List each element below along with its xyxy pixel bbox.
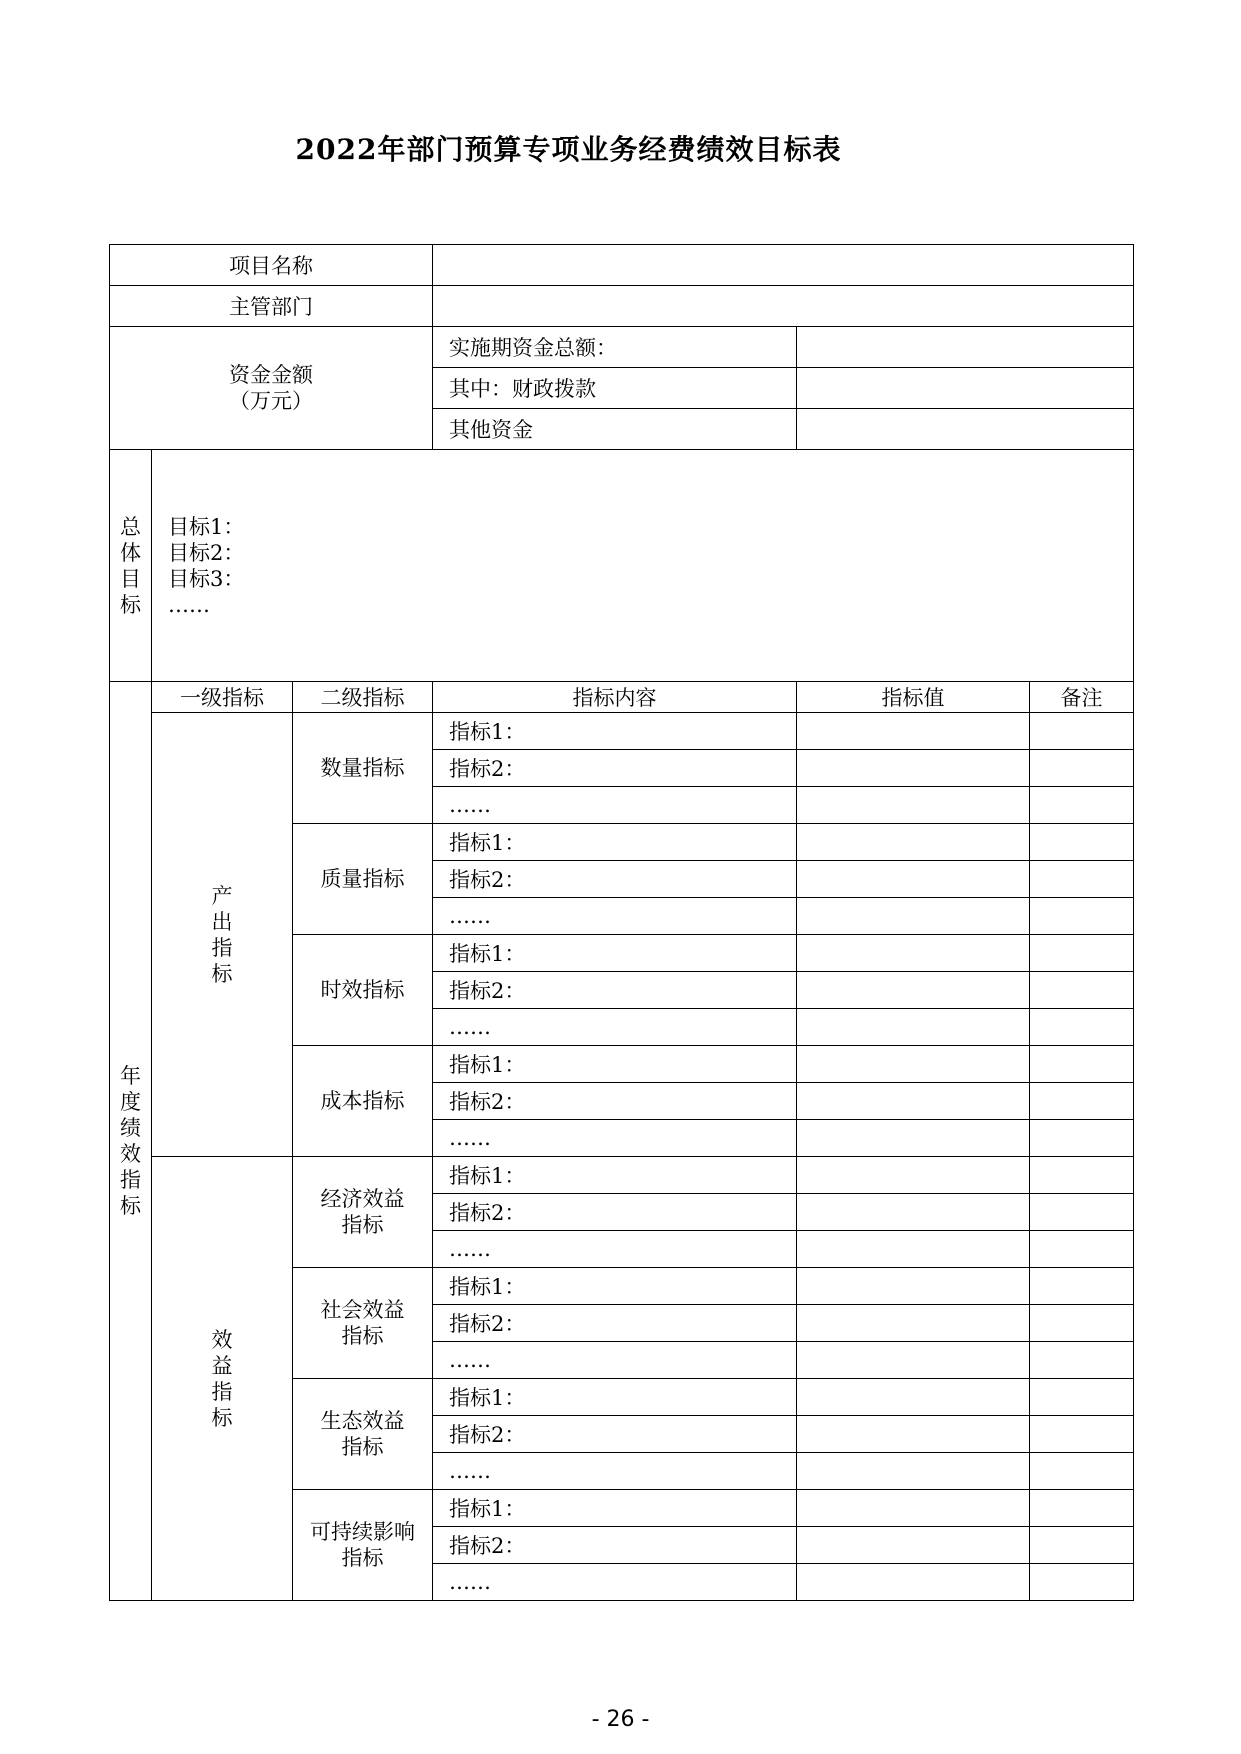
indicator-content[interactable]: 指标2：: [433, 750, 797, 787]
indicator-value[interactable]: [797, 1194, 1030, 1231]
overall-goal-label-char: 总: [120, 514, 141, 539]
label-overall-goal: [110, 450, 152, 682]
funds-total-value[interactable]: [797, 327, 1134, 368]
indicator-content[interactable]: 指标2：: [433, 1194, 797, 1231]
level2-indicator-name-line: 社会效益: [320, 1298, 405, 1322]
indicator-remark[interactable]: [1030, 1564, 1134, 1601]
indicator-value[interactable]: [797, 1157, 1030, 1194]
benefit-indicators-label-char: 指: [211, 1379, 233, 1404]
overall-goal-label-char: 标: [120, 592, 141, 617]
indicator-value[interactable]: [797, 1490, 1030, 1527]
indicator-remark[interactable]: [1030, 824, 1134, 861]
indicator-content[interactable]: 指标1：: [433, 1379, 797, 1416]
indicator-remark[interactable]: [1030, 713, 1134, 750]
indicator-remark[interactable]: [1030, 1453, 1134, 1490]
indicator-remark[interactable]: [1030, 972, 1134, 1009]
indicator-value[interactable]: [797, 1527, 1030, 1564]
indicator-value[interactable]: [797, 1416, 1030, 1453]
indicator-value[interactable]: [797, 750, 1030, 787]
row-project-name: [110, 245, 1134, 286]
indicator-content[interactable]: 指标2：: [433, 1527, 797, 1564]
indicator-remark[interactable]: [1030, 1527, 1134, 1564]
label-funds-total: 实施期资金总额：: [433, 327, 797, 368]
annual-indicators-label-char: 绩: [120, 1116, 141, 1140]
indicator-value[interactable]: [797, 1083, 1030, 1120]
indicator-value[interactable]: [797, 1120, 1030, 1157]
overall-goal-label-char: 体: [120, 540, 141, 565]
col-header-content: 指标内容: [433, 682, 797, 713]
indicator-content[interactable]: 指标1：: [433, 1268, 797, 1305]
indicator-content[interactable]: 指标2：: [433, 1083, 797, 1120]
performance-target-table: [109, 244, 1134, 1601]
level2-indicator-name: [293, 1490, 433, 1601]
level2-indicator-name: [293, 1268, 433, 1379]
annual-indicators-label-char: 标: [120, 1194, 141, 1218]
indicator-remark[interactable]: [1030, 1231, 1134, 1268]
indicator-remark[interactable]: [1030, 1157, 1134, 1194]
indicator-value[interactable]: [797, 1009, 1030, 1046]
label-project-name: 项目名称: [110, 245, 433, 286]
indicator-remark[interactable]: [1030, 1268, 1134, 1305]
page-title: 2022年部门预算专项业务经费绩效目标表: [295, 133, 842, 166]
table-row: [110, 1157, 1134, 1194]
col-header-value: 指标值: [797, 682, 1030, 713]
indicator-remark[interactable]: [1030, 1083, 1134, 1120]
indicator-content[interactable]: 指标1：: [433, 1046, 797, 1083]
indicator-remark[interactable]: [1030, 861, 1134, 898]
overall-goal-label-char: 目: [120, 566, 141, 591]
col-header-remark: 备注: [1030, 682, 1134, 713]
benefit-indicators-label-char: 益: [211, 1353, 233, 1378]
output-indicators-label-char: 出: [211, 909, 233, 934]
level2-indicator-name: 质量指标: [293, 824, 433, 935]
indicator-content[interactable]: ……: [433, 1342, 797, 1379]
benefit-indicators-label: [152, 1157, 293, 1601]
row-column-headers: [110, 682, 1134, 713]
level2-indicator-name-line: 生态效益: [320, 1409, 405, 1433]
indicator-content[interactable]: 指标2：: [433, 1305, 797, 1342]
funds-label: 资金金额: [229, 363, 313, 387]
label-funds-other: 其他资金: [433, 409, 797, 450]
table-row: [110, 713, 1134, 750]
funds-unit: （万元）: [229, 389, 313, 413]
col-header-level1: 一级指标: [152, 682, 293, 713]
label-funds-fiscal: 其中：财政拨款: [433, 368, 797, 409]
level2-indicator-name-line: 可持续影响: [310, 1520, 415, 1544]
level2-indicator-name-line: 指标: [341, 1324, 384, 1348]
output-indicators-label-char: 指: [211, 935, 233, 960]
indicator-remark[interactable]: [1030, 1379, 1134, 1416]
level2-indicator-name-line: 指标: [341, 1435, 384, 1459]
indicator-remark[interactable]: [1030, 898, 1134, 935]
indicator-remark[interactable]: [1030, 750, 1134, 787]
indicator-value[interactable]: [797, 935, 1030, 972]
level2-indicator-name: [293, 1157, 433, 1268]
indicator-content[interactable]: 指标1：: [433, 1490, 797, 1527]
level2-indicator-name-line: 经济效益: [320, 1187, 405, 1211]
label-department: 主管部门: [110, 286, 433, 327]
indicator-remark[interactable]: [1030, 1009, 1134, 1046]
row-overall-goal: [110, 450, 1134, 682]
indicator-remark[interactable]: [1030, 1342, 1134, 1379]
indicator-content[interactable]: ……: [433, 1009, 797, 1046]
annual-indicators-label-char: 指: [120, 1168, 141, 1192]
indicator-remark[interactable]: [1030, 787, 1134, 824]
indicator-value[interactable]: [797, 898, 1030, 935]
indicator-value[interactable]: [797, 1379, 1030, 1416]
annual-indicators-label-char: 度: [120, 1090, 141, 1114]
output-indicators-label-char: 标: [211, 961, 233, 986]
indicator-content[interactable]: ……: [433, 1120, 797, 1157]
overall-goal-line: 目标2：: [168, 540, 245, 565]
indicator-content[interactable]: 指标1：: [433, 935, 797, 972]
indicator-content[interactable]: 指标1：: [433, 713, 797, 750]
row-funds-total: [110, 327, 1134, 368]
indicator-remark[interactable]: [1030, 1120, 1134, 1157]
indicator-content[interactable]: 指标1：: [433, 1157, 797, 1194]
output-indicators-label: [152, 713, 293, 1157]
level2-indicator-name: 数量指标: [293, 713, 433, 824]
indicator-value[interactable]: [797, 1305, 1030, 1342]
indicator-content[interactable]: 指标1：: [433, 824, 797, 861]
indicator-value[interactable]: [797, 1046, 1030, 1083]
indicator-remark[interactable]: [1030, 935, 1134, 972]
annual-indicators-label-char: 年: [120, 1064, 141, 1088]
indicator-value[interactable]: [797, 1564, 1030, 1601]
level2-indicator-name: 时效指标: [293, 935, 433, 1046]
funds-fiscal-value[interactable]: [797, 368, 1134, 409]
indicator-content[interactable]: 指标2：: [433, 972, 797, 1009]
indicator-content[interactable]: 指标2：: [433, 861, 797, 898]
overall-goal-line: 目标1：: [168, 514, 245, 539]
indicator-value[interactable]: [797, 1268, 1030, 1305]
page-number: - 26 -: [591, 1707, 650, 1732]
overall-goal-line: 目标3：: [168, 566, 245, 591]
annual-indicators-label-char: 效: [120, 1142, 141, 1166]
col-header-level2: 二级指标: [293, 682, 433, 713]
indicator-remark[interactable]: [1030, 1305, 1134, 1342]
indicator-content[interactable]: 指标2：: [433, 1416, 797, 1453]
indicator-remark[interactable]: [1030, 1194, 1134, 1231]
indicator-value[interactable]: [797, 1453, 1030, 1490]
indicator-value[interactable]: [797, 787, 1030, 824]
indicator-content[interactable]: ……: [433, 787, 797, 824]
level2-indicator-name-line: 指标: [341, 1213, 384, 1237]
label-funds: [110, 327, 433, 450]
label-annual-indicators: [110, 682, 152, 1601]
benefit-indicators-label-char: 标: [211, 1405, 233, 1430]
level2-indicator-name-line: 指标: [341, 1546, 384, 1570]
level2-indicator-name: 成本指标: [293, 1046, 433, 1157]
indicator-value[interactable]: [797, 824, 1030, 861]
indicator-content[interactable]: ……: [433, 1453, 797, 1490]
indicator-remark[interactable]: [1030, 1490, 1134, 1527]
indicator-value[interactable]: [797, 713, 1030, 750]
indicator-value[interactable]: [797, 1231, 1030, 1268]
indicator-value[interactable]: [797, 861, 1030, 898]
indicator-remark[interactable]: [1030, 1416, 1134, 1453]
project-name-value[interactable]: [433, 245, 1134, 286]
indicator-content[interactable]: ……: [433, 1564, 797, 1601]
overall-goal-content[interactable]: [152, 450, 1134, 682]
funds-other-value[interactable]: [797, 409, 1134, 450]
indicator-remark[interactable]: [1030, 1046, 1134, 1083]
overall-goal-line: ……: [168, 592, 210, 617]
benefit-indicators-label-char: 效: [211, 1327, 233, 1352]
department-value[interactable]: [433, 286, 1134, 327]
indicator-value[interactable]: [797, 1342, 1030, 1379]
output-indicators-label-char: 产: [211, 883, 233, 908]
level2-indicator-name: [293, 1379, 433, 1490]
indicator-content[interactable]: ……: [433, 898, 797, 935]
row-department: [110, 286, 1134, 327]
indicator-value[interactable]: [797, 972, 1030, 1009]
indicator-content[interactable]: ……: [433, 1231, 797, 1268]
